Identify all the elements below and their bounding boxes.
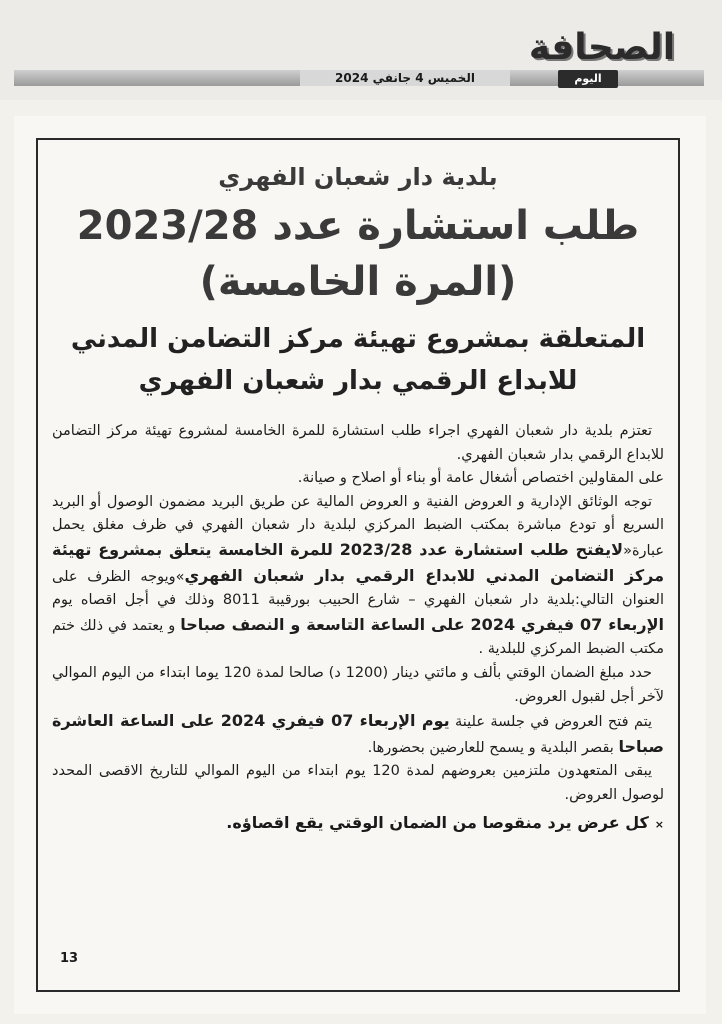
submission-text-1: توجه الوثائق الإدارية و العروض الفنية و العروض المالية عن طريق البريد مضمون الوصول أو البريد السريع أو تودع مباشرة بمكتب الضبط المركزي لبلدية دار شعبان الفهري في ظرف مغلق يحمل عبارة«	[52, 493, 664, 559]
paragraph-intent: تعتزم بلدية دار شعبان الفهري اجراء طلب استشارة للمرة الخامسة لمشروع تهيئة مركز التضامن للابداع الرقمي بدار شعبان الفهري.	[52, 423, 664, 463]
notice-body	[52, 420, 664, 808]
paragraph-validity: يبقى المتعهدون ملتزمين بعروضهم لمدة 120 يوم ابتداء من اليوم الموالي للتاريخ الاقصى المحدد لوصول العروض.	[52, 763, 664, 803]
masthead	[0, 0, 722, 100]
opening-date: يوم الإربعاء 07 فيفري 2024 على الساعة العاشرة صباحا	[52, 711, 664, 756]
notice-content	[52, 154, 664, 976]
submission-text-3: و يعتمد في ذلك ختم مكتب الضبط المركزي للبلدية .	[52, 617, 664, 658]
logo-subtext: اليوم	[558, 70, 618, 88]
exclusion-note	[52, 810, 664, 838]
newspaper-page	[14, 116, 706, 1014]
paragraph-eligibility: على المقاولين اختصاص أشغال عامة أو بناء أو اصلاح و صيانة.	[297, 470, 664, 487]
paragraph-opening	[52, 709, 664, 760]
notice-subtitle: (المرة الخامسة)	[199, 259, 517, 305]
notice-title: طلب استشارة عدد 2023/28	[76, 203, 640, 249]
municipality-name: بلدية دار شعبان الفهري	[218, 163, 498, 191]
paragraph-guarantee: حدد مبلغ الضمان الوقتي بألف و مائتي دينار (1200 د) صالحا لمدة 120 يوما ابتداء من اليوم الموالي لآخر أجل لقبول العروض.	[52, 664, 664, 705]
opening-text-1: يتم فتح العروض في جلسة علينة	[455, 714, 653, 731]
notice-subject: المتعلقة بمشروع تهيئة مركز التضامن المدني للابداع الرقمي بدار شعبان الفهري	[70, 324, 646, 396]
exclusion-note-text: كل عرض يرد منقوصا من الضمان الوقتي يقع اقصاؤه.	[226, 812, 649, 832]
opening-text-2: بقصر البلدية و يسمح للعارضين بحضورها.	[367, 739, 614, 756]
page-number: 13	[60, 951, 79, 966]
issue-date: الخميس 4 جانفي 2024	[300, 70, 510, 86]
paragraph-submission	[52, 491, 664, 662]
newspaper-logo	[512, 24, 692, 90]
notice-frame	[36, 138, 680, 992]
bullet-icon: ×	[654, 817, 664, 831]
submission-text-2: »ويوجه الظرف على العنوان التالي:بلدية دار شعبان الفهري – شارع الحبيب بورقيبة 8011 وذلك في أجل اقصاه يوم	[52, 568, 664, 609]
logo-text: الصحافة	[528, 27, 676, 68]
envelope-label: لايفتح طلب استشارة عدد 2023/28 للمرة الخامسة يتعلق بمشروع تهيئة مركز التضامن المدني للابداع الرقمي بدار شعبان الفهري	[52, 539, 664, 585]
submission-deadline: الإربعاء 07 فيفري 2024 على الساعة التاسعة و النصف صباحا	[180, 614, 665, 634]
